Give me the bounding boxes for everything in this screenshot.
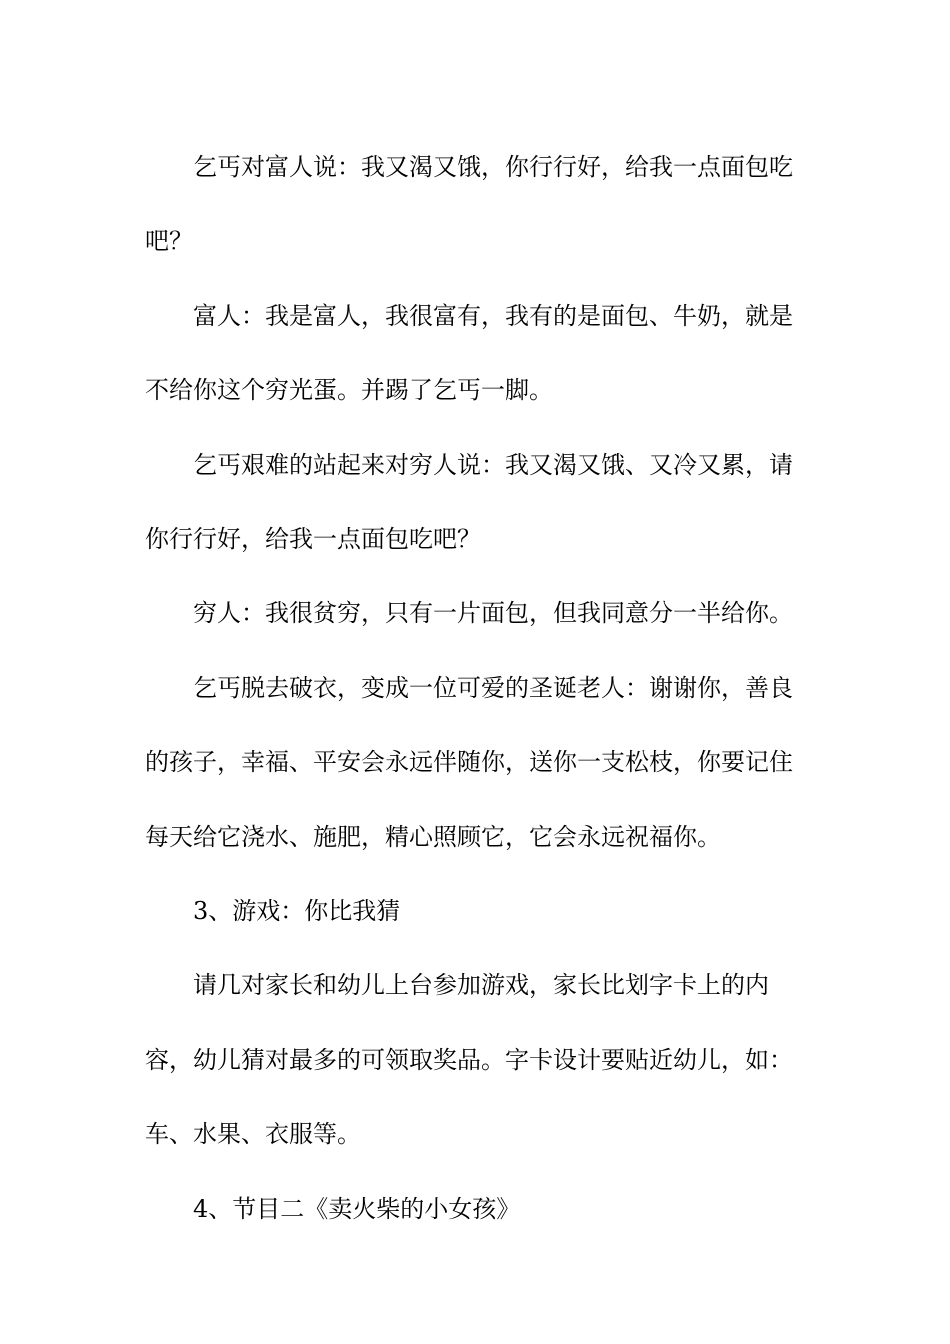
section-heading-program-two: 4、节目二《卖火柴的小女孩》 bbox=[193, 1194, 521, 1223]
section-heading-game: 3、游戏：你比我猜 bbox=[193, 897, 401, 926]
paragraph-beggar-to-rich: 乞丐对富人说：我又渴又饿，你行行好，给我一点面包吃吧？ bbox=[145, 153, 793, 256]
paragraph-game-description: 请几对家长和幼儿上台参加游戏，家长比划字卡上的内容，幼儿猜对最多的可领取奖品。字卡设计要贴近幼儿，如：车、水果、衣服等。 bbox=[145, 971, 793, 1149]
paragraph-poor-reply: 穷人：我很贫穷，只有一片面包，但我同意分一半给你。 bbox=[193, 599, 793, 628]
document-body bbox=[145, 130, 815, 1246]
paragraph-rich-reply: 富人：我是富人，我很富有，我有的是面包、牛奶，就是不给你这个穷光蛋。并踢了乞丐一脚。 bbox=[145, 301, 793, 405]
paragraph-beggar-to-poor: 乞丐艰难的站起来对穷人说：我又渴又饿、又冷又累，请你行行好，给我一点面包吃吧？ bbox=[145, 450, 793, 554]
paragraph-santa-blessing: 乞丐脱去破衣，变成一位可爱的圣诞老人：谢谢你，善良的孩子，幸福、平安会永远伴随你，送你一支松枝，你要记住每天给它浇水、施肥，精心照顾它，它会永远祝福你。 bbox=[145, 673, 793, 851]
